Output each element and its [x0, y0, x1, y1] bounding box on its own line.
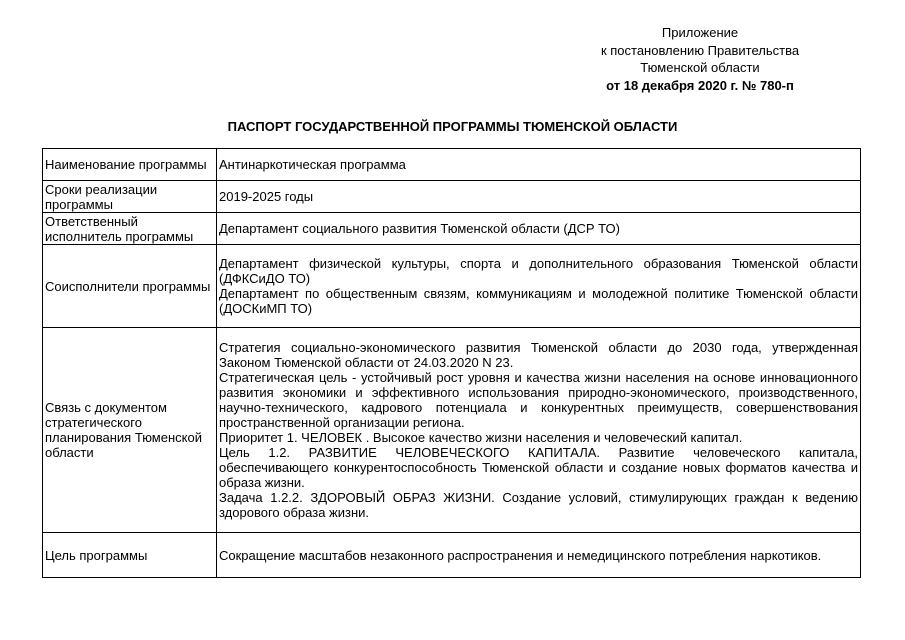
- value-paragraph: Департамент физической культуры, спорта и дополнительного образования Тюменской области (ДФКСиДО ТО): [219, 256, 858, 286]
- appendix-label: Приложение: [661, 25, 739, 40]
- table-row: [43, 213, 861, 245]
- region-name: Тюменской области: [640, 60, 760, 75]
- row-label: Сроки реализации программы: [43, 181, 217, 213]
- row-label: Ответственный исполнитель программы: [43, 213, 217, 245]
- value-paragraph: Сокращение масштабов незаконного распространения и немедицинского потребления наркотиков.: [219, 547, 822, 563]
- row-label: Соисполнители программы: [43, 245, 217, 328]
- page-title: ПАСПОРТ ГОСУДАРСТВЕННОЙ ПРОГРАММЫ ТЮМЕНСКОЙ ОБЛАСТИ: [227, 119, 678, 134]
- table-row: [43, 328, 861, 533]
- table-row: [43, 245, 861, 328]
- row-label: Цель программы: [43, 533, 217, 578]
- table-row: [43, 149, 861, 181]
- value-paragraph: 2019-2025 годы: [219, 189, 314, 204]
- resolution-date: от 18 декабря 2020 г. № 780-п: [606, 77, 794, 93]
- value-paragraph: Стратегия социально-экономического развития Тюменской области до 2030 года, утвержденная Законом Тюменской области от 24.03.2020 N 23.: [219, 340, 858, 370]
- value-paragraph: Департамент по общественным связям, коммуникациям и молодежной политике Тюменской области (ДОСКиМП ТО): [219, 286, 858, 316]
- value-paragraph: Приоритет 1. ЧЕЛОВЕК . Высокое качество жизни населения и человеческий капитал.: [219, 430, 743, 445]
- resolution-reference: к постановлению Правительства: [600, 42, 800, 58]
- value-paragraph: Антинаркотическая программа: [219, 157, 406, 172]
- value-paragraph: Департамент социального развития Тюменской области (ДСР ТО): [219, 221, 620, 236]
- table-row: [43, 181, 861, 213]
- row-label: Наименование программы: [43, 149, 217, 181]
- row-value: [217, 149, 861, 181]
- value-paragraph: Задача 1.2.2. ЗДОРОВЫЙ ОБРАЗ ЖИЗНИ. Создание условий, стимулирующих граждан к ведению здорового образа жизни.: [219, 490, 858, 520]
- row-value: [217, 328, 861, 533]
- document-header: [550, 24, 850, 94]
- row-value: [217, 245, 861, 328]
- row-value: [217, 213, 861, 245]
- passport-table: [42, 148, 861, 578]
- row-value: [217, 533, 861, 578]
- row-value: [217, 181, 861, 213]
- table-row: [43, 533, 861, 578]
- value-paragraph: Цель 1.2. РАЗВИТИЕ ЧЕЛОВЕЧЕСКОГО КАПИТАЛА. Развитие человеческого капитала, обеспечивающего конкурентоспособность Тюменской области и создание новых форматов качества и образа жизни.: [219, 445, 858, 490]
- row-label: Связь с документом стратегического планирования Тюменской области: [43, 328, 217, 533]
- value-paragraph: Стратегическая цель - устойчивый рост уровня и качества жизни населения на основе инновационного развития экономики и эффективного использования природно-экономического, производственного, научно-технического, кадрового потенциала и конкурентных преимуществ, совершенствования пространственной организации региона.: [219, 370, 858, 430]
